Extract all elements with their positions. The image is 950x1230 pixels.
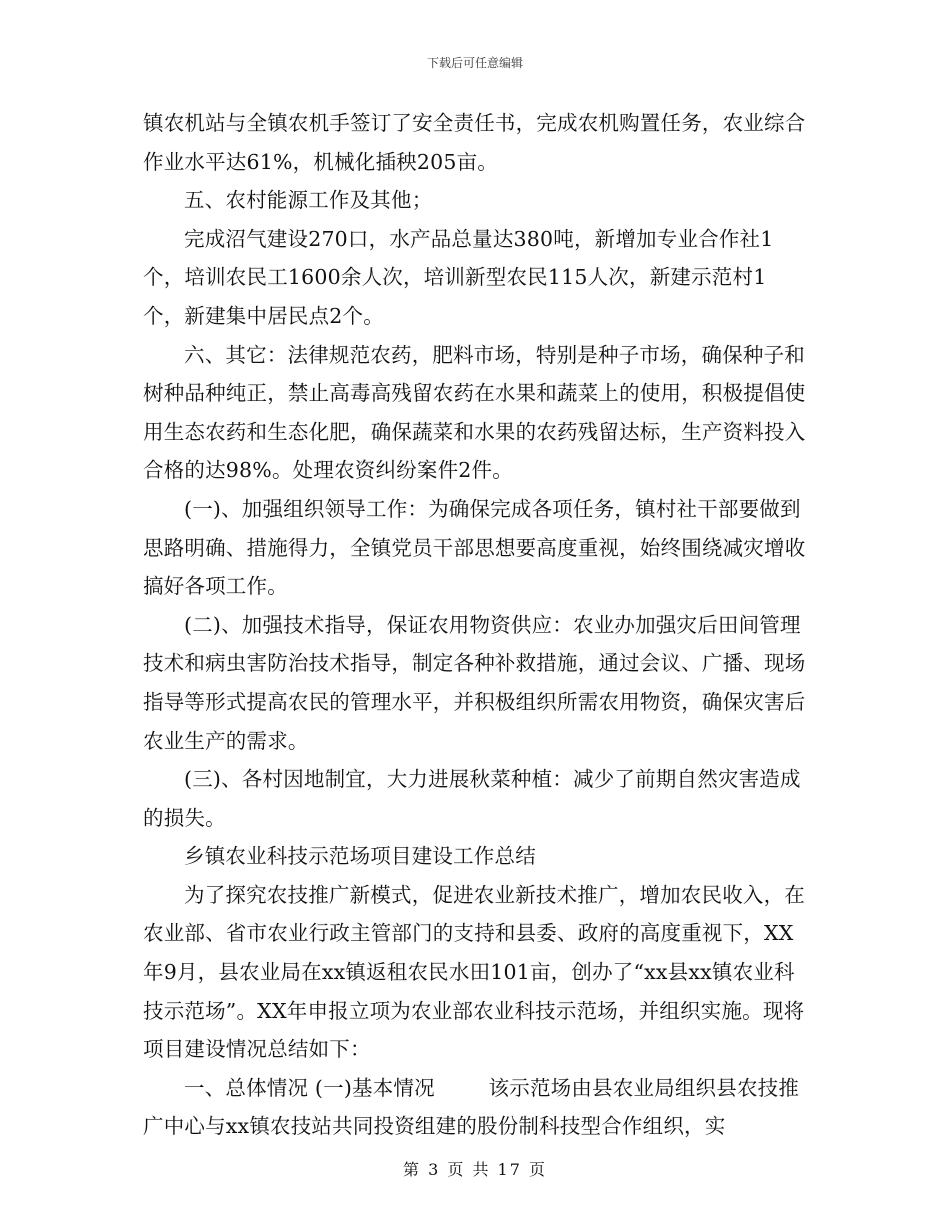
paragraph-8: 为了探究农技推广新模式，促进农业新技术推广，增加农民收入，在农业部、省市农业行政主管部门的支持和县委、政府的高度重视下，XX年9月，县农业局在xx镇返租农民水田101亩，创办了“xx县xx镇农业科技示范场”。XX年申报立项为农业部农业科技示范场，并组织实施。现将项目建设情况总结如下：: [143, 882, 805, 1062]
document-body: [143, 104, 807, 1146]
page-number: 第 3 页 共 17 页: [403, 1160, 547, 1179]
paragraph-6: (二)、加强技术指导，保证农用物资供应：农业办加强灾后田间管理技术和病虫害防治技术指导，制定各种补救措施，通过会议、广播、现场指导等形式提高农民的管理水平，并积极组织所需农用物资，确保灾害后农业生产的需求。: [143, 612, 806, 753]
section-title: 乡镇农业科技示范场项目建设工作总结: [184, 844, 536, 869]
paragraph-5: (一)、加强组织领导工作：为确保完成各项任务，镇村社干部要做到思路明确、措施得力，全镇党员干部思想要高度重视，始终围绕减灾增收搞好各项工作。: [143, 496, 806, 599]
paragraph-4: 六、其它：法律规范农药，肥料市场，特别是种子市场，确保种子和树种品种纯正，禁止高毒高残留农药在水果和蔬菜上的使用，积极提倡使用生态农药和生态化肥，确保蔬菜和水果的农药残留达标，生产资料投入合格的达98%。处理农资纠纷案件2件。: [143, 342, 806, 483]
paragraph-9: 一、总体情况 (一)基本情况 该示范场由县农业局组织县农技推广中心与xx镇农技站共同投资组建的股份制科技型合作组织，实: [143, 1075, 800, 1139]
paragraph-1: 镇农机站与全镇农机手签订了安全责任书，完成农机购置任务，农业综合作业水平达61%，机械化插秧205亩。: [143, 111, 806, 174]
paragraph-3: 完成沼气建设270口，水产品总量达380吨，新增加专业合作社1个，培训农民工1600余人次，培训新型农民115人次，新建示范村1个，新建集中居民点2个。: [143, 226, 774, 328]
page-header: 下载后可任意编辑: [426, 56, 523, 70]
paragraph-7: (三)、各村因地制宜，大力进展秋菜种植：减少了前期自然灾害造成的损失。: [143, 767, 801, 830]
paragraph-2: 五、农村能源工作及其他；: [184, 188, 433, 213]
